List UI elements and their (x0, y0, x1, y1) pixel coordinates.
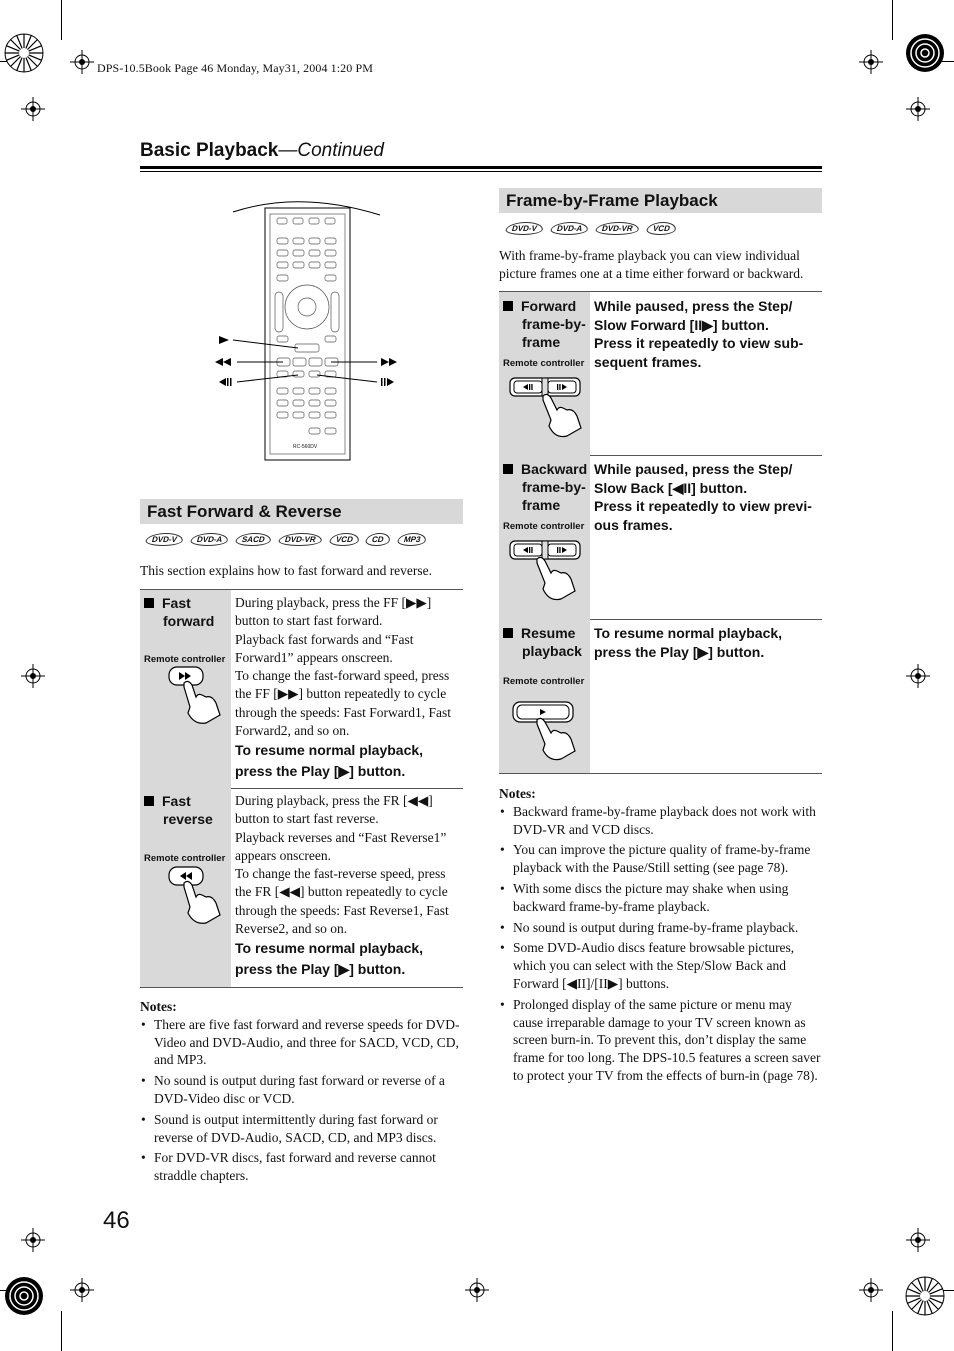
frame-table (499, 291, 822, 774)
disc-icon-vcd: VCD (645, 222, 677, 235)
fast-notes (140, 998, 465, 1188)
row-text: To resume normal playback, press the Play [▶] button. (594, 625, 783, 660)
fast-disc-icons (146, 533, 426, 546)
heading-rule-thin (140, 171, 822, 172)
note-item: • With some discs the picture may shake when using backward frame-by-frame playback. (499, 880, 824, 916)
remote-controller-label: Remote controller (144, 853, 226, 864)
hand-pressing-step-back-icon (507, 539, 587, 605)
heading-rule (140, 166, 822, 169)
print-header: DPS-10.5Book Page 46 Monday, May31, 2004 1:20 PM (97, 61, 374, 75)
disc-icon-dvd-v: DVD-V (144, 533, 184, 546)
row-label: Forward frame-by- frame (503, 297, 586, 351)
disc-icon-dvd-a: DVD-A (189, 533, 230, 546)
registration-wheel-top-left (4, 33, 44, 73)
frame-intro: With frame-by-frame playback you can view individual picture frames one at a time either forward or backward. (499, 248, 804, 281)
page-number: 46 (103, 1207, 130, 1234)
page-heading (140, 140, 384, 162)
table-row-fast-reverse (140, 788, 463, 988)
disc-icon-dvd-a: DVD-A (549, 222, 590, 235)
note-item: • No sound is output during fast forward or reverse of a DVD-Video disc or VCD. (140, 1072, 465, 1108)
disc-icon-dvd-vr: DVD-VR (594, 222, 640, 235)
hand-pressing-ff-icon (166, 665, 226, 727)
note-item: • Prolonged display of the same picture or menu may cause irreparable damage to your TV screen known as screen burn-in. To prevent this, don’t display the same frame for too long. The DPS-10.5 features a screen saver to protect your TV from the effects of burn-in (page 78). (499, 996, 824, 1085)
fast-table (140, 589, 463, 988)
note-item: • For DVD-VR discs, fast forward and reverse cannot straddle chapters. (140, 1149, 465, 1185)
row-text: While paused, press the Step/ Slow Forward [II▶] button. Press it repeatedly to view sub- sequent frames. (594, 298, 804, 370)
table-row-backward-frame (499, 455, 822, 620)
row-text: During playback, press the FF [▶▶] button to start fast forward. Playback fast forwards and “Fast Forward1” appears onscreen. To change the fast-forward speed, press the FF [▶▶] button repeatedly to cycle through the speeds: Fast Forward1, Fast Forward2, and so on. To resume normal playback, press the Play [▶] button. (235, 595, 451, 780)
hand-pressing-play-icon (511, 700, 587, 764)
frame-disc-icons (506, 222, 676, 235)
note-item: • Sound is output intermittently during fast forward or reverse of DVD-Audio, SACD, CD, and MP3 discs. (140, 1111, 465, 1147)
remote-model: RC-560DV (293, 444, 318, 450)
row-text: While paused, press the Step/ Slow Back [◀II] button. Press it repeatedly to view previ- ous frames. (594, 461, 812, 533)
disc-icon-dvd-v: DVD-V (504, 222, 544, 235)
registration-wheel-top-right (905, 33, 945, 73)
notes-title: Notes: (499, 786, 536, 801)
frame-notes (499, 785, 824, 1088)
registration-wheel-bottom-left (4, 1276, 44, 1316)
fast-section-title: Fast Forward & Reverse (140, 499, 463, 524)
note-item: • No sound is output during frame-by-frame playback. (499, 919, 824, 937)
row-label: Fast reverse (144, 792, 213, 828)
registration-wheel-bottom-right (905, 1276, 945, 1316)
row-label: Fast forward (144, 594, 214, 630)
disc-icon-sacd: SACD (234, 533, 272, 546)
row-text: During playback, press the FR [◀◀] button to start fast reverse. Playback reverses and “Fast Reverse1” appears onscreen. To change the fast-reverse speed, press the FR [◀◀] button repeatedly to cycle through the speeds: Fast Reverse1, Fast Reverse2, and so on. To resume normal playback, press the Play [▶] button. (235, 793, 449, 978)
row-label: Backward frame-by- frame (503, 460, 587, 514)
row-label: Resume playback (503, 624, 582, 660)
remote-controller-label: Remote controller (144, 654, 226, 665)
note-item: • Some DVD-Audio discs feature browsable pictures, which you can select with the Step/Slow Back and Forward [◀II]/[II▶] buttons. (499, 939, 824, 992)
heading-main: Basic Playback (140, 140, 279, 161)
table-row-forward-frame (499, 292, 822, 456)
frame-section-title: Frame-by-Frame Playback (499, 188, 822, 213)
table-row-fast-forward (140, 590, 463, 789)
notes-title: Notes: (140, 999, 177, 1014)
remote-controller-label: Remote controller (503, 676, 585, 687)
remote-controller-label: Remote controller (503, 358, 585, 369)
hand-pressing-fr-icon (166, 865, 226, 927)
disc-icon-cd: CD (365, 533, 392, 546)
heading-continued: —Continued (278, 140, 384, 161)
hand-pressing-step-forward-icon (507, 376, 587, 442)
table-row-resume-playback (499, 619, 822, 774)
remote-controller-label: Remote controller (503, 521, 585, 532)
note-item: • You can improve the picture quality of frame-by-frame playback with the Pause/Still setting (see page 78). (499, 841, 824, 877)
disc-icon-vcd: VCD (328, 533, 360, 546)
remote-illustration (205, 200, 405, 465)
note-item: • There are five fast forward and reverse speeds for DVD-Video and DVD-Audio, and three for SACD, VCD, CD, and MP3. (140, 1016, 465, 1069)
note-item: • Backward frame-by-frame playback does not work with DVD-VR and VCD discs. (499, 803, 824, 839)
fast-intro: This section explains how to fast forward and reverse. (140, 563, 433, 578)
disc-icon-dvd-vr: DVD-VR (277, 533, 323, 546)
disc-icon-mp3: MP3 (396, 533, 428, 546)
